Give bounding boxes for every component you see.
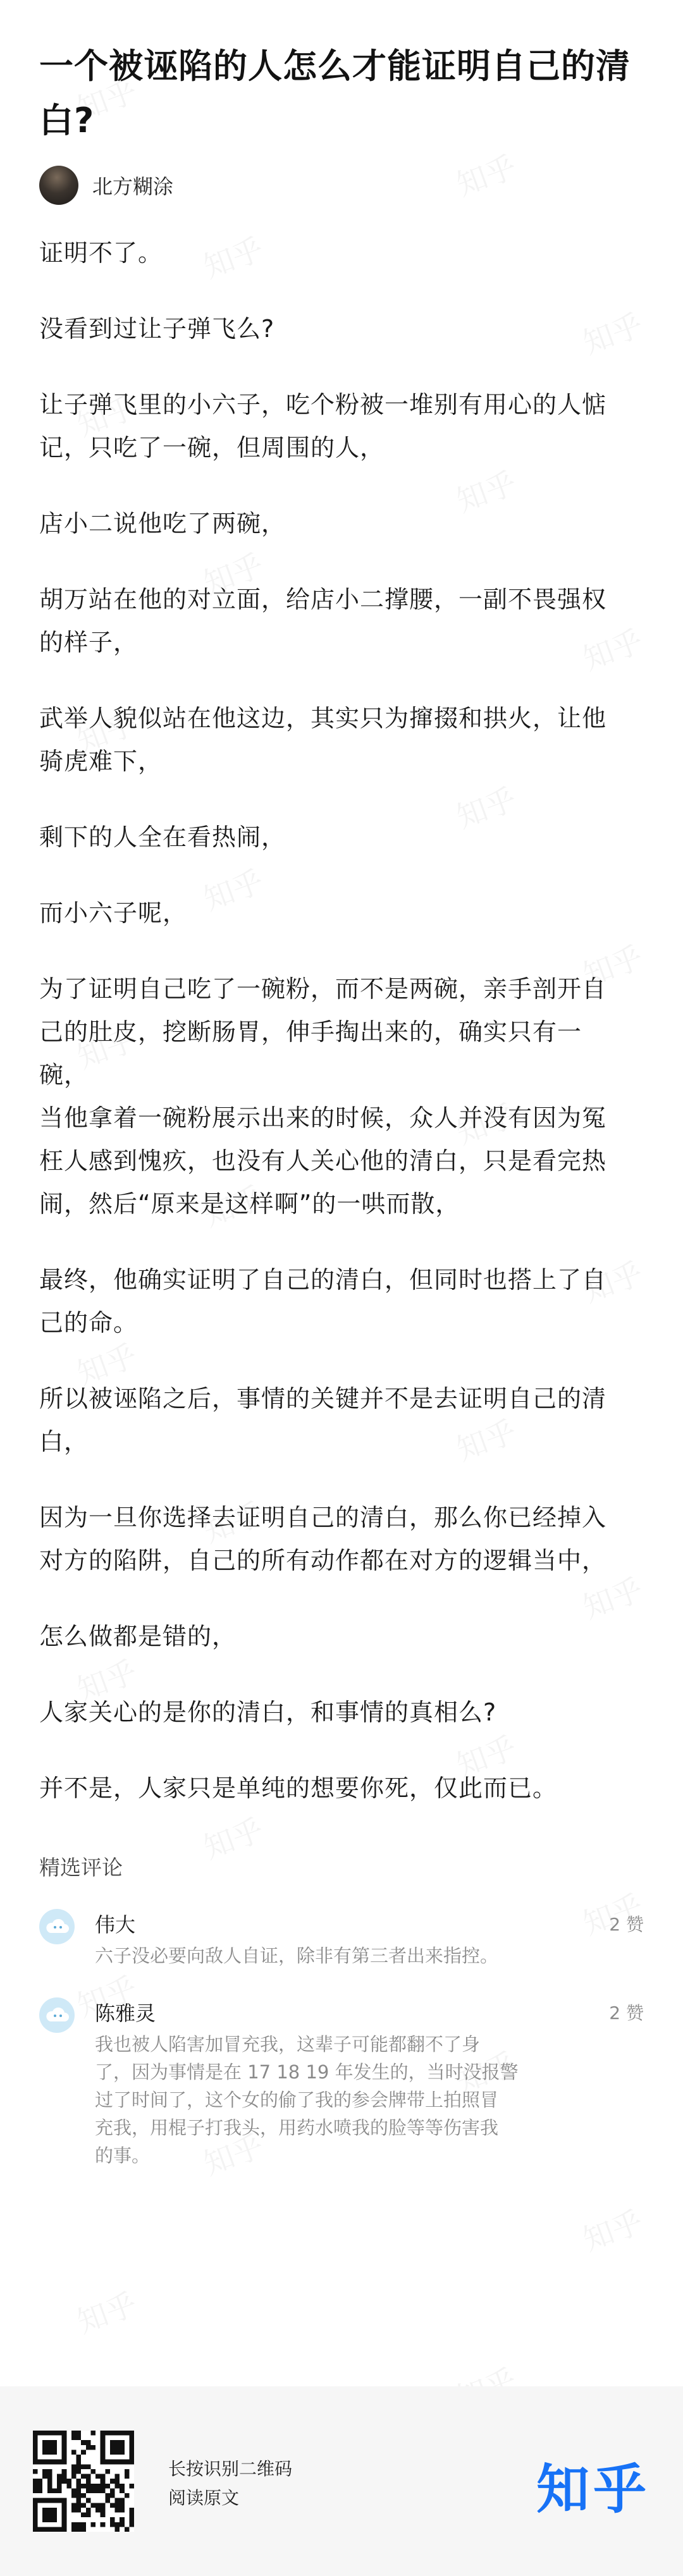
zhihu-logo: 知乎 [536, 2458, 650, 2520]
comment-like-count[interactable]: 2 赞 [609, 2003, 644, 2023]
answer-paragraph: 没看到过让子弹飞么? [39, 315, 275, 343]
answer-paragraph: 让子弹飞里的小六子，吃个粉被一堆别有用心的人惦 记，只吃了一碗，但周围的人， [39, 391, 607, 462]
answer-paragraph: 为了证明自己吃了一碗粉，而不是两碗，亲手剖开自 己的肚皮，挖断肠胃，伸手掏出来的，确实只有一 碗， 当他拿着一碗粉展示出来的时候，众人并没有因为冤 枉人感到愧疚，也没有人关心他的清白，只是看完热 闹，然后“原来是这样啊”的一哄而散， [39, 975, 607, 1218]
answer-paragraph: 店小二说他吃了两碗， [39, 510, 286, 537]
featured-comments-heading: 精选评论 [39, 1855, 123, 1880]
author-name[interactable]: 北方糊涂 [92, 175, 174, 199]
answer-paragraph: 最终，他确实证明了自己的清白，但同时也搭上了自 己的命。 [39, 1266, 607, 1337]
answer-paragraph: 武举人貌似站在他这边，其实只为撺掇和拱火，让他 骑虎难下， [39, 704, 607, 775]
comment-text: 我也被人陷害加冒充我，这辈子可能都翻不了身 了，因为事情是在 17 18 19 年发生的，当时没报警 过了时间了，这个女的偷了我的参会牌带上拍照冒 充我，用棍子打我头，用药水喷我的脸等等伤害我 的事。 [95, 2033, 519, 2166]
answer-body [39, 231, 644, 1810]
answer-paragraph: 所以被诬陷之后，事情的关键并不是去证明自己的清 白， [39, 1385, 607, 1456]
watermark-mark [70, 2280, 142, 2342]
question-title: 一个被诬陷的人怎么才能证明自己的清白? [39, 46, 631, 140]
answer-paragraph: 剩下的人全在看热闹， [39, 823, 286, 851]
comment-item[interactable] [39, 1997, 644, 2169]
answer-paragraph: 因为一旦你选择去证明自己的清白，那么你已经掉入 对方的陷阱，自己的所有动作都在对方的逻辑当中， [39, 1504, 607, 1574]
cloud-avatar-icon[interactable] [39, 1909, 75, 1944]
qr-hint-line2: 阅读原文 [168, 2487, 240, 2508]
qr-hint-line1: 长按识别二维码 [168, 2458, 293, 2479]
cloud-avatar-icon[interactable] [39, 1997, 75, 2033]
qr-hint [168, 2455, 292, 2513]
cloud-icon [44, 2006, 70, 2024]
share-footer [0, 2386, 683, 2576]
answer-paragraph: 证明不了。 [39, 239, 163, 267]
author-row[interactable] [39, 164, 644, 206]
comment-author[interactable]: 伟大 [95, 1913, 136, 1937]
answer-paragraph: 怎么做都是错的， [39, 1622, 237, 1650]
answer-paragraph: 而小六子呢， [39, 899, 188, 927]
answer-paragraph: 并不是，人家只是单纯的想要你死，仅此而已。 [39, 1774, 558, 1802]
cloud-icon [44, 1918, 70, 1935]
qr-code-icon[interactable] [33, 2431, 134, 2532]
comment-text: 六子没必要向敌人自证，除非有第三者出来指控。 [95, 1945, 499, 1966]
watermark-mark [576, 2198, 648, 2260]
comment-author[interactable]: 陈雅灵 [95, 2001, 156, 2025]
answer-paragraph: 胡万站在他的对立面，给店小二撑腰，一副不畏强权 的样子， [39, 586, 607, 656]
author-avatar[interactable] [39, 166, 78, 205]
qr-code-graphic [33, 2431, 134, 2532]
comment-item[interactable] [39, 1909, 644, 1970]
comment-like-count[interactable]: 2 赞 [609, 1914, 644, 1935]
answer-paragraph: 人家关心的是你的清白，和事情的真相么? [39, 1698, 497, 1726]
